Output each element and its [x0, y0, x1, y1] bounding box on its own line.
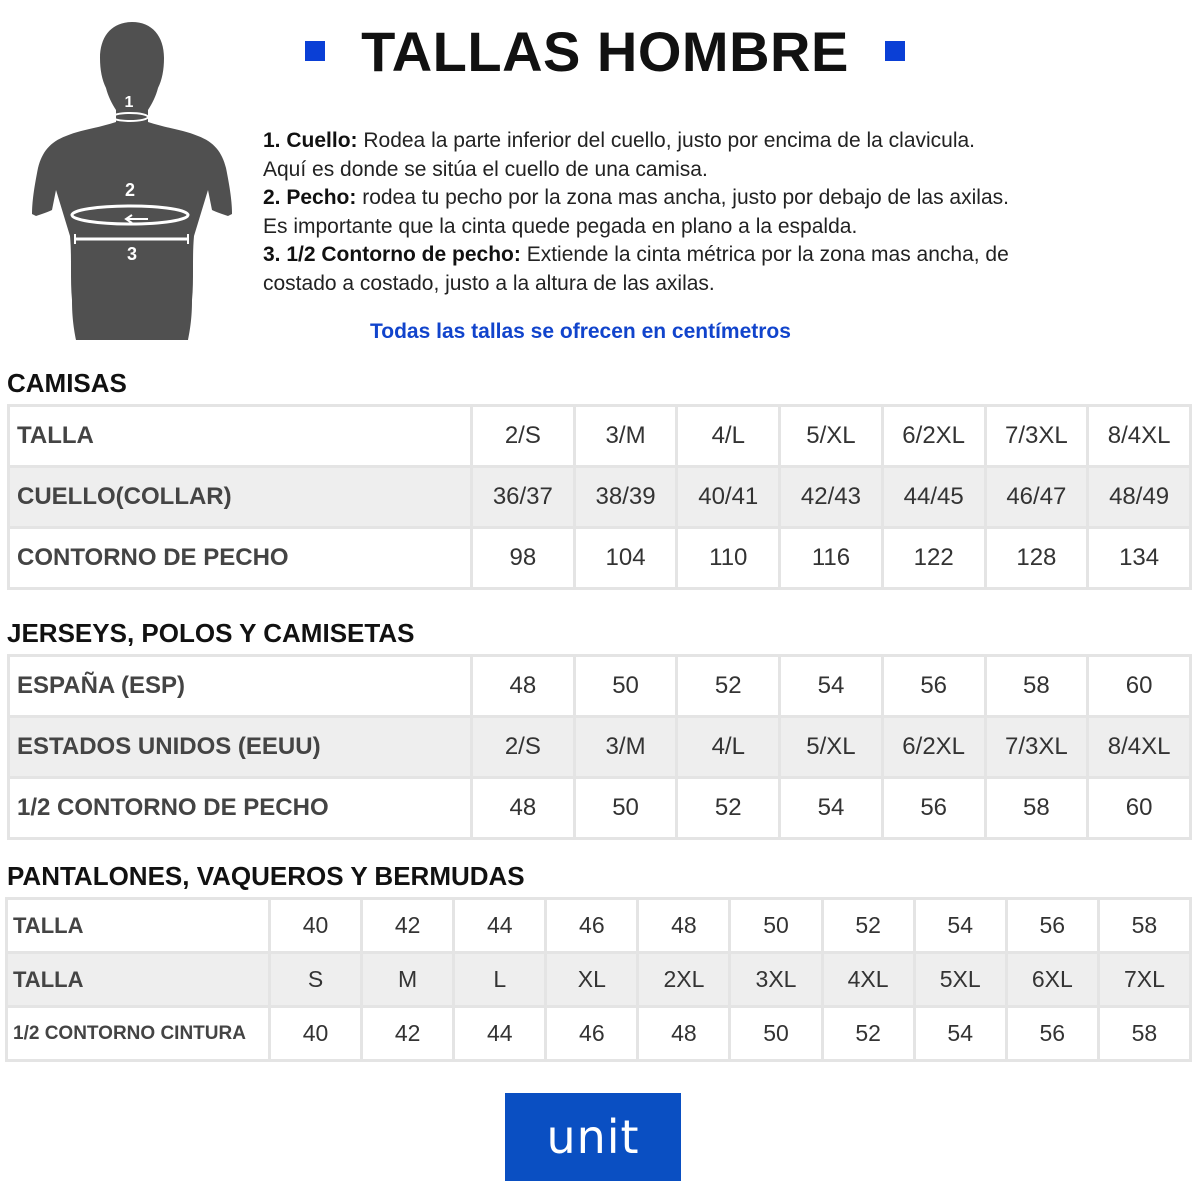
table-cell: 42/43: [781, 468, 881, 526]
table-cell: 116: [781, 529, 881, 587]
table-cell: 52: [824, 900, 913, 951]
table-cell: L: [455, 954, 544, 1005]
table-cell: 48/49: [1089, 468, 1189, 526]
table-cell: 6/2XL: [884, 718, 984, 776]
table-cell: 54: [916, 900, 1005, 951]
table-cell: 46/47: [987, 468, 1087, 526]
table-cell: 4XL: [824, 954, 913, 1005]
row-label: TALLA: [10, 407, 470, 465]
table-cell: 48: [473, 779, 573, 837]
marker-2: 2: [124, 180, 136, 200]
title-text: TALLAS HOMBRE: [361, 19, 849, 83]
table-row: [8, 900, 1189, 951]
table-cell: 48: [473, 657, 573, 715]
table-cell: 36/37: [473, 468, 573, 526]
table-cell: 54: [781, 657, 881, 715]
table-cell: 54: [781, 779, 881, 837]
instruction-2-line2: Es importante que la cinta quede pegada en plano a la espalda.: [263, 214, 858, 238]
instruction-3-line1: 3. 1/2 Contorno de pecho: Extiende la cinta métrica por la zona mas ancha, de: [263, 243, 1009, 267]
table-cell: 56: [884, 657, 984, 715]
table-cell: 60: [1089, 657, 1189, 715]
instruction-2-line1: 2. Pecho: rodea tu pecho por la zona mas ancha, justo por debajo de las axilas.: [263, 186, 1009, 210]
table-row: [10, 407, 1189, 465]
table-cell: 122: [884, 529, 984, 587]
torso-measurement-icon: [28, 18, 240, 340]
table-cell: 58: [1100, 1008, 1189, 1059]
section-title-pantalones: PANTALONES, VAQUEROS Y BERMUDAS: [7, 861, 525, 891]
table-cell: 50: [731, 1008, 820, 1059]
square-left-icon: [305, 41, 325, 61]
table-row: [10, 529, 1189, 587]
table-cell: 134: [1089, 529, 1189, 587]
table-jerseys: [7, 654, 1192, 840]
table-cell: 8/4XL: [1089, 718, 1189, 776]
table-cell: 4/L: [678, 407, 778, 465]
table-cell: 3/M: [576, 407, 676, 465]
table-cell: 3XL: [731, 954, 820, 1005]
table-cell: 7/3XL: [987, 718, 1087, 776]
table-cell: 56: [1008, 1008, 1097, 1059]
table-cell: 6XL: [1008, 954, 1097, 1005]
table-row: [10, 718, 1189, 776]
marker-1: 1: [124, 94, 134, 111]
table-cell: 38/39: [576, 468, 676, 526]
row-label: CUELLO(COLLAR): [10, 468, 470, 526]
logo-text: unit: [546, 1110, 640, 1164]
table-cell: 5/XL: [781, 407, 881, 465]
table-cell: 56: [1008, 900, 1097, 951]
square-right-icon: [885, 41, 905, 61]
row-label: TALLA: [8, 900, 268, 951]
table-cell: 2/S: [473, 718, 573, 776]
table-cell: 5XL: [916, 954, 1005, 1005]
table-cell: 4/L: [678, 718, 778, 776]
table-cell: 3/M: [576, 718, 676, 776]
section-title-jerseys: JERSEYS, POLOS Y CAMISETAS: [7, 618, 415, 648]
table-pantalones: [5, 897, 1192, 1062]
table-row: [10, 657, 1189, 715]
table-cell: 42: [363, 900, 452, 951]
table-cell: 40/41: [678, 468, 778, 526]
table-cell: 5/XL: [781, 718, 881, 776]
table-cell: 58: [987, 779, 1087, 837]
table-cell: 54: [916, 1008, 1005, 1059]
instruction-1-line2: Aquí es donde se sitúa el cuello de una camisa.: [263, 157, 708, 181]
table-cell: 52: [824, 1008, 913, 1059]
table-cell: 104: [576, 529, 676, 587]
instruction-1-line1: 1. Cuello: Rodea la parte inferior del cuello, justo por encima de la clavicula.: [263, 129, 976, 152]
table-cell: 50: [731, 900, 820, 951]
table-cell: 48: [639, 900, 728, 951]
table-cell: XL: [547, 954, 636, 1005]
table-cell: 40: [271, 1008, 360, 1059]
table-cell: 7/3XL: [987, 407, 1087, 465]
row-label: TALLA: [8, 954, 268, 1005]
table-cell: 46: [547, 900, 636, 951]
page-title: [300, 16, 910, 86]
table-row: [8, 1008, 1189, 1059]
table-cell: 60: [1089, 779, 1189, 837]
table-cell: 8/4XL: [1089, 407, 1189, 465]
row-label: ESPAÑA (ESP): [10, 657, 470, 715]
units-note: Todas las tallas se ofrecen en centímetros: [370, 320, 791, 343]
table-row: [10, 468, 1189, 526]
table-cell: 52: [678, 657, 778, 715]
table-cell: 58: [987, 657, 1087, 715]
measurement-instructions: [263, 127, 1163, 299]
table-cell: 44: [455, 900, 544, 951]
row-label: 1/2 CONTORNO DE PECHO: [10, 779, 470, 837]
table-cell: 58: [1100, 900, 1189, 951]
table-camisas: [7, 404, 1192, 590]
table-cell: 40: [271, 900, 360, 951]
table-cell: 2XL: [639, 954, 728, 1005]
table-cell: 7XL: [1100, 954, 1189, 1005]
section-title-camisas: CAMISAS: [7, 368, 127, 398]
row-label: CONTORNO DE PECHO: [10, 529, 470, 587]
table-cell: S: [271, 954, 360, 1005]
row-label: ESTADOS UNIDOS (EEUU): [10, 718, 470, 776]
table-cell: 128: [987, 529, 1087, 587]
table-row: [8, 954, 1189, 1005]
table-cell: 56: [884, 779, 984, 837]
table-cell: 44: [455, 1008, 544, 1059]
table-cell: 42: [363, 1008, 452, 1059]
table-cell: 98: [473, 529, 573, 587]
row-label: 1/2 CONTORNO CINTURA: [8, 1008, 268, 1059]
table-cell: 6/2XL: [884, 407, 984, 465]
table-cell: 110: [678, 529, 778, 587]
table-cell: 2/S: [473, 407, 573, 465]
table-cell: 44/45: [884, 468, 984, 526]
table-cell: 48: [639, 1008, 728, 1059]
table-row: [10, 779, 1189, 837]
instruction-3-line2: costado a costado, justo a la altura de las axilas.: [263, 271, 715, 295]
table-cell: 46: [547, 1008, 636, 1059]
table-cell: M: [363, 954, 452, 1005]
marker-3: 3: [126, 244, 138, 264]
table-cell: 50: [576, 657, 676, 715]
table-cell: 50: [576, 779, 676, 837]
unit-logo: [505, 1093, 681, 1181]
table-cell: 52: [678, 779, 778, 837]
